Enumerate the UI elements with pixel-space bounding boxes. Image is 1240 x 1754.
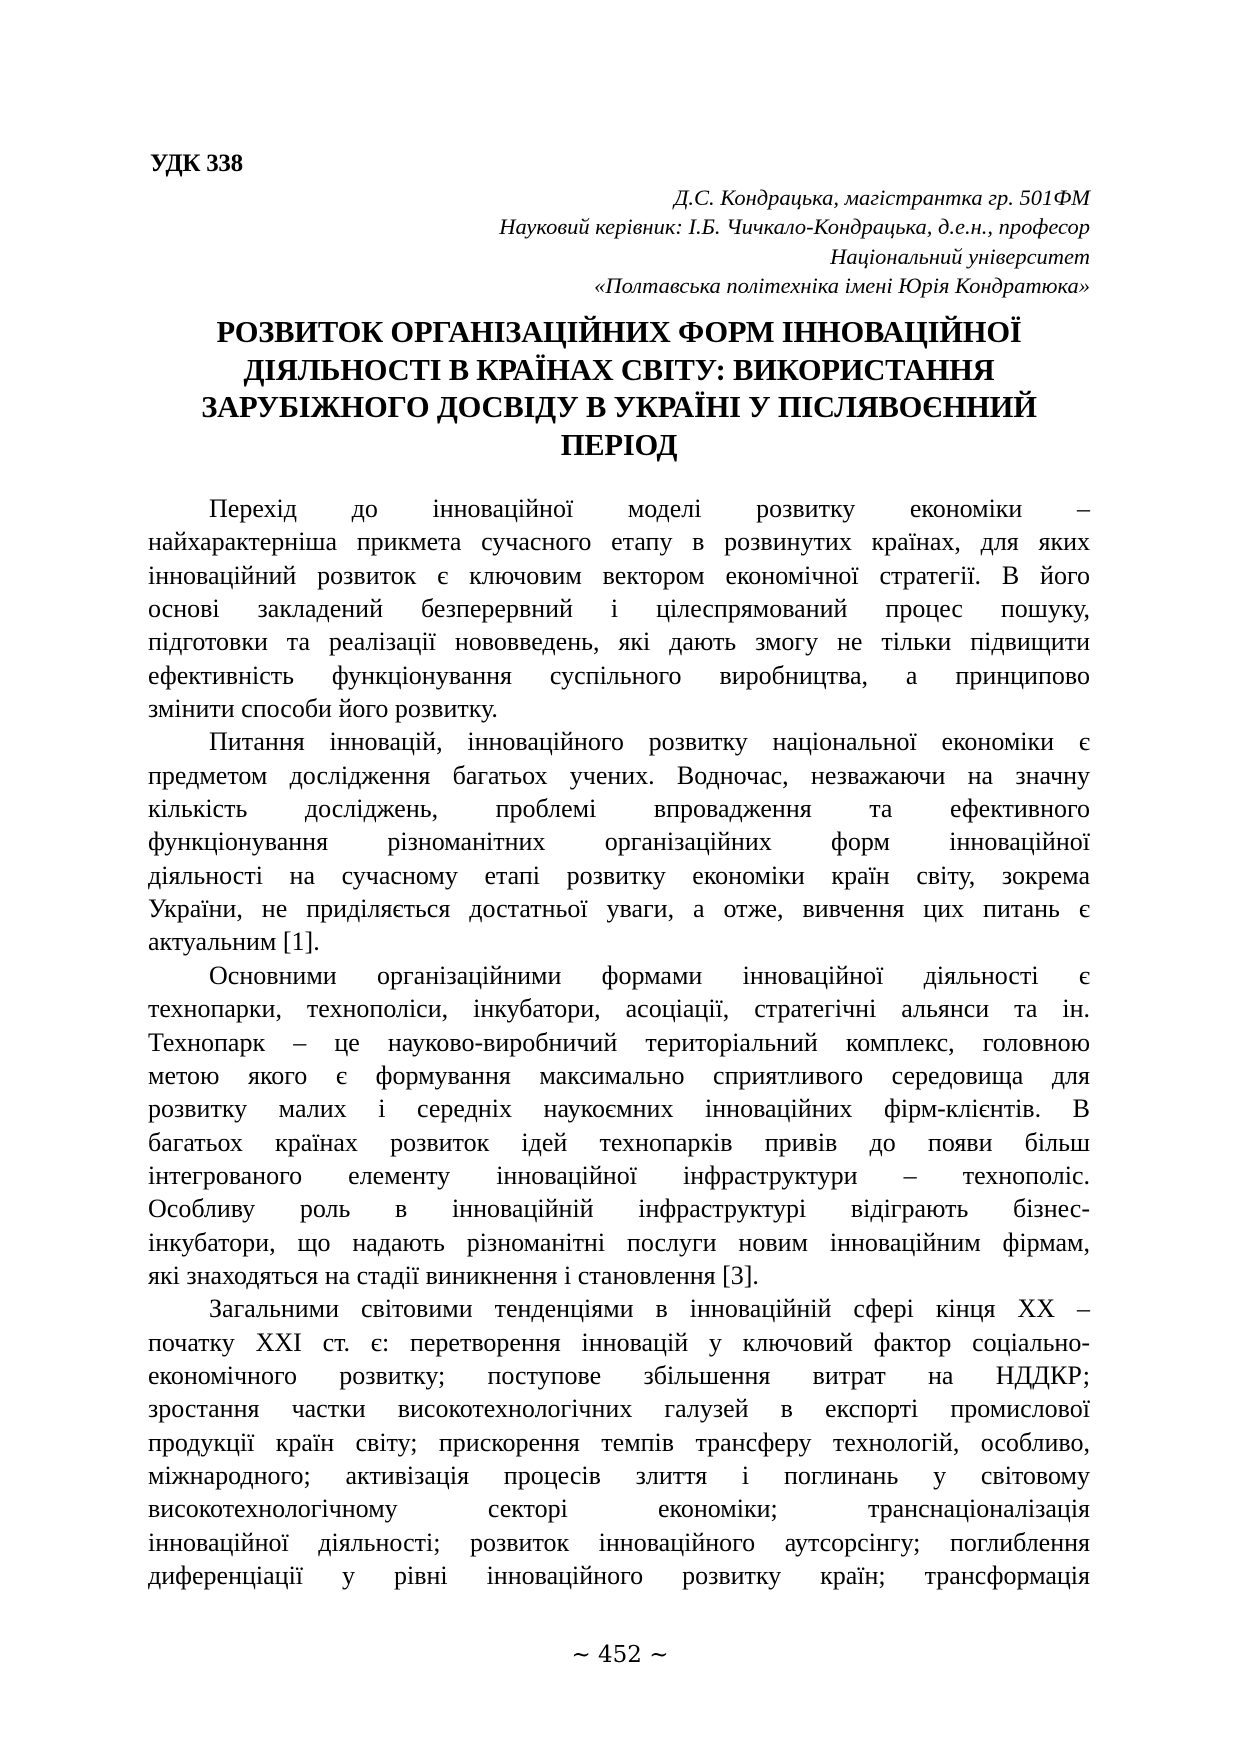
article-title xyxy=(148,314,1090,464)
article-body xyxy=(148,492,1090,1592)
text-line: продукції країн світу; прискорення темпів трансферу технологій, особливо, xyxy=(148,1427,1090,1457)
text-line: актуальним [1]. xyxy=(148,927,320,957)
text-line: Перехід до інноваційної моделі розвитку економіки – xyxy=(209,494,1090,523)
text-line: високотехнологічному секторі економіки; транснаціоналізація xyxy=(148,1494,1090,1524)
text-line: підготовки та реалізації нововведень, які дають змогу не тільки підвищити xyxy=(148,627,1090,657)
text-line: міжнародного; активізація процесів злиття і поглинань у світовому xyxy=(148,1460,1090,1490)
author-line: Д.С. Кондрацька, магістрантка гр. 501ФМ xyxy=(674,185,1090,210)
text-line: діяльності на сучасному етапі розвитку економіки країн світу, зокрема xyxy=(148,860,1090,890)
affiliation-line: «Полтавська політехніка імені Юрія Кондратюка» xyxy=(594,272,1090,298)
text-line: інноваційної діяльності; розвиток інноваційного аутсорсінгу; поглиблення xyxy=(148,1527,1090,1557)
supervisor-line: Науковий керівник: І.Б. Чичкало-Кондрацька, д.е.н., професор xyxy=(499,214,1090,240)
text-line: багатьох країнах розвиток ідей технопарків привів до появи більш xyxy=(148,1127,1090,1157)
text-line: Основними організаційними формами інноваційної діяльності є xyxy=(209,960,1090,990)
text-line: інноваційний розвиток є ключовим вектором економічної стратегії. В його xyxy=(148,560,1090,590)
text-line: розвитку малих і середніх наукоємних інноваційних фірм-клієнтів. В xyxy=(148,1094,1090,1124)
text-line: кількість досліджень, проблемі впровадження та ефективного xyxy=(148,794,1090,824)
text-line: інтегрованого елементу інноваційної інфраструктури – технополіс. xyxy=(148,1160,1090,1190)
text-line: початку ХХІ ст. є: перетворення інновацій у ключовий фактор соціально- xyxy=(148,1327,1090,1357)
paragraph xyxy=(148,725,1090,958)
text-line: змінити способи його розвитку. xyxy=(148,694,498,724)
document-page xyxy=(148,0,1090,1754)
text-line: предметом дослідження багатьох учених. Водночас, незважаючи на значну xyxy=(148,760,1090,790)
text-line: економічного розвитку; поступове збільшення витрат на НДДКР; xyxy=(148,1360,1090,1390)
text-line: метою якого є формування максимально сприятливого середовища для xyxy=(148,1060,1090,1090)
page-number: ~ 452 ~ xyxy=(571,1642,669,1668)
title-line: ЗАРУБІЖНОГО ДОСВІДУ В УКРАЇНІ У ПІСЛЯВОЄННИЙ xyxy=(201,390,1037,424)
text-line: Загальними світовими тенденціями в інноваційній сфері кінця ХХ – xyxy=(209,1294,1090,1324)
affiliation-line: Національний університет xyxy=(830,243,1090,269)
text-line: Особливу роль в інноваційній інфраструктурі відіграють бізнес- xyxy=(148,1194,1090,1224)
text-line: інкубатори, що надають різноманітні послуги новим інноваційним фірмам, xyxy=(148,1227,1090,1257)
title-line: ДІЯЛЬНОСТІ В КРАЇНАХ СВІТУ: ВИКОРИСТАННЯ xyxy=(243,352,995,387)
text-line: ефективність функціонування суспільного виробництва, а принципово xyxy=(148,660,1090,690)
text-line: України, не приділяється достатньої уваги, а отже, вивчення цих питань є xyxy=(148,894,1090,924)
text-line: Технопарк – це науково-виробничий територіальний комплекс, головною xyxy=(148,1027,1090,1057)
paragraph xyxy=(148,1292,1090,1592)
paragraph xyxy=(148,492,1090,725)
title-line: ПЕРІОД xyxy=(560,427,678,462)
text-line: які знаходяться на стадії виникнення і становлення [3]. xyxy=(148,1260,759,1290)
text-line: зростання частки високотехнологічних галузей в експорті промислової xyxy=(148,1394,1090,1424)
paragraph xyxy=(148,959,1090,1292)
text-line: найхарактерніша прикмета сучасного етапу в розвинутих країнах, для яких xyxy=(148,527,1090,557)
title-line: РОЗВИТОК ОРГАНІЗАЦІЙНИХ ФОРМ ІННОВАЦІЙНОЇ xyxy=(216,315,1022,349)
text-line: Питання інновацій, інноваційного розвитку національної економіки є xyxy=(209,727,1090,757)
text-line: основі закладений безперервний і цілеспрямований процес пошуку, xyxy=(148,594,1090,624)
udk-code: УДК 338 xyxy=(150,150,243,177)
text-line: диференціації у рівні інноваційного розвитку країн; трансформація xyxy=(148,1561,1090,1590)
text-line: функціонування різноманітних організаційних форм інноваційної xyxy=(148,827,1090,857)
text-line: технопарки, технополіси, інкубатори, асоціації, стратегічні альянси та ін. xyxy=(148,994,1090,1024)
author-block xyxy=(148,183,1090,300)
